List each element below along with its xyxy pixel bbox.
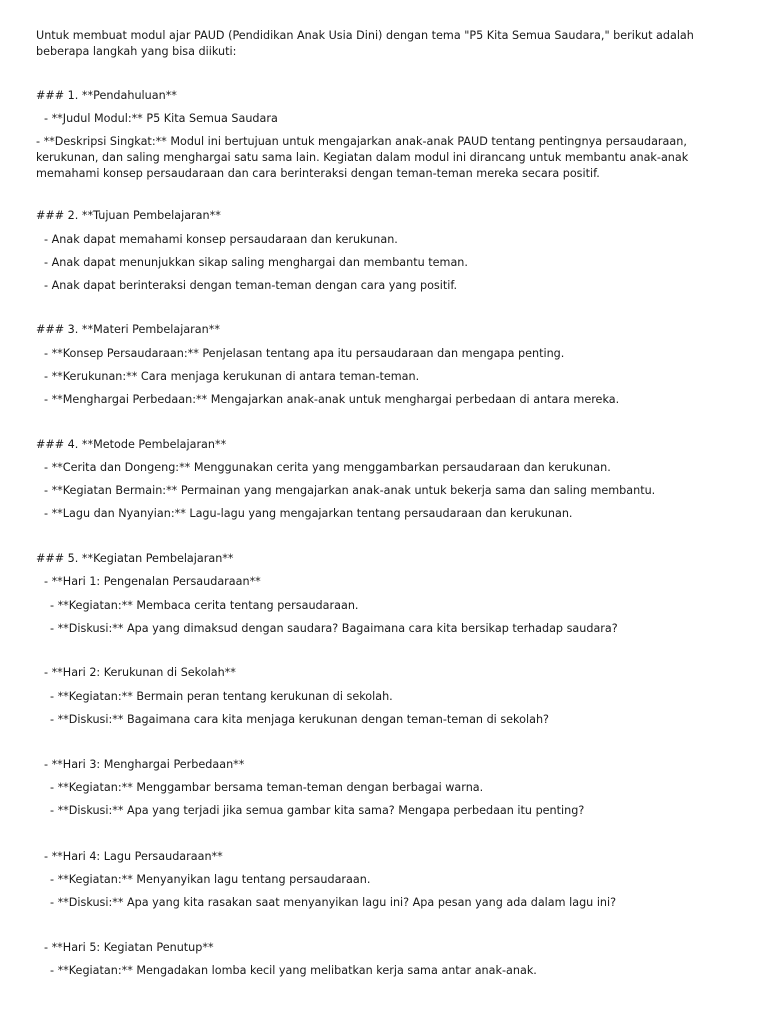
s4-item: - **Cerita dan Dongeng:** Menggunakan cerita yang menggambarkan persaudaraan dan kerukunan. (44, 461, 611, 474)
section-5-heading: ### 5. **Kegiatan Pembelajaran** (36, 552, 234, 565)
s5-day-kegiatan: - **Kegiatan:** Membaca cerita tentang persaudaraan. (50, 599, 359, 612)
s5-day-diskusi: - **Diskusi:** Apa yang terjadi jika semua gambar kita sama? Mengapa perbedaan itu penting? (50, 804, 585, 817)
s3-item: - **Kerukunan:** Cara menjaga kerukunan di antara teman-teman. (44, 370, 420, 383)
s5-day-title: - **Hari 5: Kegiatan Penutup** (44, 941, 214, 954)
s1-deskripsi-singkat: - **Deskripsi Singkat:** Modul ini bertujuan untuk mengajarkan anak-anak PAUD tentang pentingnya persaudaraan, kerukunan, dan saling menghargai satu sama lain. Kegiatan dalam modul ini dirancang untuk membantu anak-anak memahami konsep persaudaraan dan cara berinteraksi dengan teman-teman mereka secara positif. (36, 135, 689, 180)
s2-item: - Anak dapat menunjukkan sikap saling menghargai dan membantu teman. (44, 256, 468, 269)
s5-day-kegiatan: - **Kegiatan:** Mengadakan lomba kecil yang melibatkan kerja sama antar anak-anak. (50, 964, 537, 977)
s5-day-kegiatan: - **Kegiatan:** Menyanyikan lagu tentang persaudaraan. (50, 873, 371, 886)
s5-day-title: - **Hari 3: Menghargai Perbedaan** (44, 758, 245, 771)
s5-day-diskusi: - **Diskusi:** Apa yang dimaksud dengan saudara? Bagaimana cara kita bersikap terhadap saudara? (50, 622, 618, 635)
s1-judul-modul: - **Judul Modul:** P5 Kita Semua Saudara (44, 112, 278, 125)
s3-item: - **Menghargai Perbedaan:** Mengajarkan anak-anak untuk menghargai perbedaan di antara mereka. (44, 393, 620, 406)
section-1-heading: ### 1. **Pendahuluan** (36, 89, 177, 102)
s4-item: - **Kegiatan Bermain:** Permainan yang mengajarkan anak-anak untuk bekerja sama dan saling membantu. (44, 484, 656, 497)
section-2-heading: ### 2. **Tujuan Pembelajaran** (36, 209, 221, 222)
s5-day-title: - **Hari 4: Lagu Persaudaraan** (44, 850, 223, 863)
s5-day-kegiatan: - **Kegiatan:** Menggambar bersama teman-teman dengan berbagai warna. (50, 781, 484, 794)
s5-day-title: - **Hari 2: Kerukunan di Sekolah** (44, 666, 236, 679)
section-4-heading: ### 4. **Metode Pembelajaran** (36, 438, 227, 451)
intro-paragraph: Untuk membuat modul ajar PAUD (Pendidikan Anak Usia Dini) dengan tema "P5 Kita Semua Saudara," berikut adalah beberapa langkah yang bisa diikuti: (36, 29, 694, 58)
s5-day-diskusi: - **Diskusi:** Apa yang kita rasakan saat menyanyikan lagu ini? Apa pesan yang ada dalam lagu ini? (50, 896, 617, 909)
s2-item: - Anak dapat berinteraksi dengan teman-teman dengan cara yang positif. (44, 279, 458, 292)
s5-day-kegiatan: - **Kegiatan:** Bermain peran tentang kerukunan di sekolah. (50, 690, 393, 703)
s2-item: - Anak dapat memahami konsep persaudaraan dan kerukunan. (44, 233, 398, 246)
s5-day-diskusi: - **Diskusi:** Bagaimana cara kita menjaga kerukunan dengan teman-teman di sekolah? (50, 713, 549, 726)
s5-day-title: - **Hari 1: Pengenalan Persaudaraan** (44, 575, 261, 588)
section-3-heading: ### 3. **Materi Pembelajaran** (36, 323, 220, 336)
s3-item: - **Konsep Persaudaraan:** Penjelasan tentang apa itu persaudaraan dan mengapa penting. (44, 347, 565, 360)
s4-item: - **Lagu dan Nyanyian:** Lagu-lagu yang mengajarkan tentang persaudaraan dan kerukunan. (44, 507, 573, 520)
